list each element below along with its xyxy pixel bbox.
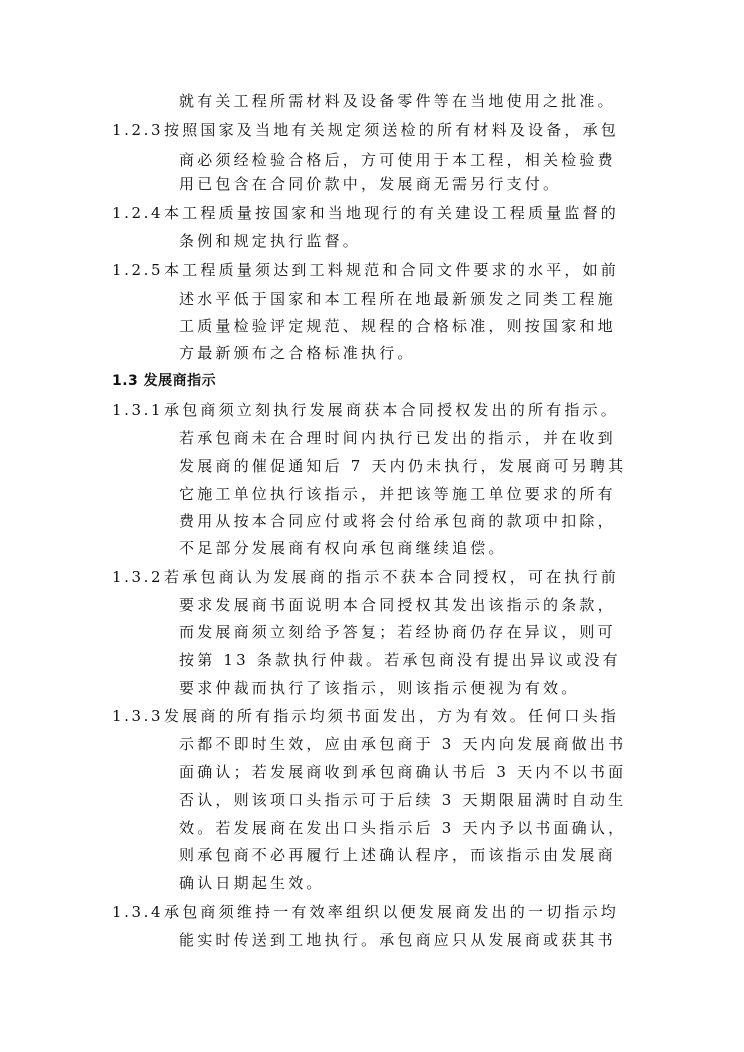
clause-text-line: 面确认；若发展商收到承包商确认书后 3 天内不以书面 — [179, 763, 627, 781]
clause-text-line: 按第 13 条款执行仲裁。若承包商没有提出异议或没有 — [179, 651, 621, 669]
section-heading: 1.3 发展商指示 — [112, 373, 217, 389]
clause-text-line: 它施工单位执行该指示，并把该等施工单位要求的所有 — [179, 485, 616, 503]
clause-text-line: 方最新颁布之合格标准执行。 — [179, 344, 416, 362]
clause-number: 1.3.1 — [112, 401, 164, 419]
intro-line: 就有关工程所需材料及设备零件等在当地使用之批准。 — [179, 92, 616, 110]
clause-text-line: 若承包商未在合理时间内执行已发出的指示，并在收到 — [179, 429, 616, 447]
clause-text-line: 否认，则该项口头指示可于后续 3 天期限届满时自动生 — [179, 791, 627, 809]
clause-number: 1.2.5 — [112, 261, 164, 279]
clause-text-line: 本工程质量按国家和当地现行的有关建设工程质量监督的 — [164, 204, 620, 222]
clause-text-line: 若承包商认为发展商的指示不获本合同授权，可在执行前 — [164, 568, 620, 586]
clause-text-line: 发展商的所有指示均须书面发出，方为有效。任何口头指 — [164, 707, 620, 725]
clause-number: 1.3.3 — [112, 707, 164, 725]
clause-text-line: 工质量检验评定规范、规程的合格标准，则按国家和地 — [179, 317, 616, 335]
clause-text-line: 示都不即时生效，应由承包商于 3 天内向发展商做出书 — [179, 735, 627, 753]
clause-text-line: 则承包商不必再履行上述确认程序，而该指示由发展商 — [179, 846, 616, 864]
clause-text-line: 述水平低于国家和本工程所在地最新颁发之同类工程施 — [179, 290, 616, 308]
clause-text-line: 要求发展商书面说明本合同授权其发出该指示的条款， — [179, 596, 616, 614]
clause-number: 1.3.4 — [112, 903, 164, 921]
clause-text-line: 不足部分发展商有权向承包商继续追偿。 — [179, 539, 507, 557]
clause-text-line: 承包商须维持一有效率组织以便发展商发出的一切指示均 — [164, 903, 620, 921]
clause-text-line: 商必须经检验合格后，方可使用于本工程，相关检验费 — [179, 151, 616, 169]
clause-text-line: 发展商的催促通知后 7 天内仍未执行，发展商可另聘其 — [179, 457, 627, 475]
clause-text-line: 效。若发展商在发出口头指示后 3 天内予以书面确认， — [179, 819, 627, 837]
clause-number: 1.3.2 — [112, 568, 164, 586]
clause-text-line: 承包商须立刻执行发展商获本合同授权发出的所有指示。 — [164, 401, 620, 419]
clause-text-line: 要求仲裁而执行了该指示，则该指示便视为有效。 — [179, 679, 580, 697]
clause-text-line: 条例和规定执行监督。 — [179, 232, 362, 250]
clause-text-line: 而发展商须立刻给予答复；若经协商仍存在异议，则可 — [179, 623, 616, 641]
clause-text-line: 能实时传送到工地执行。承包商应只从发展商或获其书 — [179, 931, 616, 949]
clause-text-line: 本工程质量须达到工料规范和合同文件要求的水平，如前 — [164, 261, 620, 279]
clause-text-line: 用已包含在合同价款中，发展商无需另行支付。 — [179, 175, 562, 193]
clause-text-line: 按照国家及当地有关规定须送检的所有材料及设备，承包 — [164, 121, 620, 139]
clause-text-line: 费用从按本合同应付或将会付给承包商的款项中扣除， — [179, 512, 616, 530]
clause-text-line: 确认日期起生效。 — [179, 874, 325, 892]
clause-number: 1.2.3 — [112, 121, 164, 139]
clause-number: 1.2.4 — [112, 204, 164, 222]
